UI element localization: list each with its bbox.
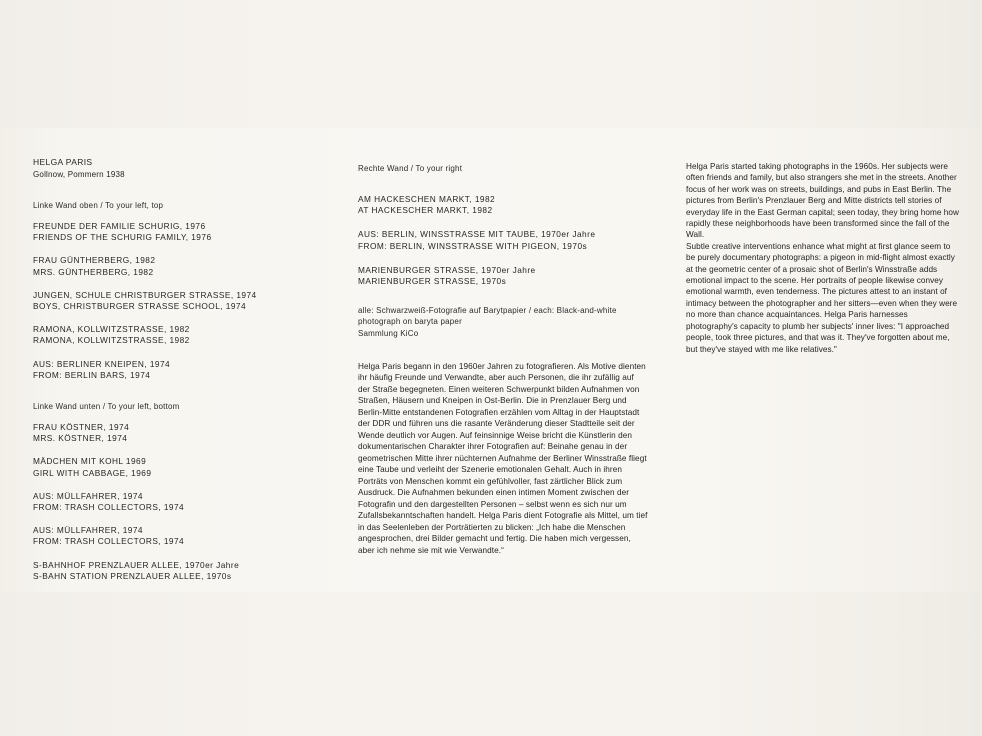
- section-label-left-top: Linke Wand oben / To your left, top: [33, 201, 164, 210]
- list-item: [33, 359, 303, 381]
- left-column: [33, 157, 303, 594]
- artist-birth: Gollnow, Pommern 1938: [33, 169, 125, 179]
- work-title-de: MÄDCHEN MIT KOHL 1969: [33, 456, 147, 467]
- list-item: [358, 265, 648, 287]
- work-title-en: RAMONA, KOLLWITZSTRASSE, 1982: [33, 335, 190, 346]
- english-paragraph-2: Subtle creative interventions enhance what might at first glance seem to be purely documentary photographs: a pigeon in mid-flight almost exactly at the geometric center of a prosaic shot of Berlin's Winsstraße adds emotional impact to the scene. Her portraits of people likewise convey emotional warmth, even tenderness. The pictures attest to an instant of intimacy between the photographer and her sitters—even when they were no more than chance acquaintances. Helga Paris harnesses photography's capacity to plumb her subjects' inner lives: "I approached people, took three pictures, and that was it. They've forgotten about me, but they've stayed with me like relatives.": [686, 241, 958, 354]
- list-item: [33, 491, 303, 513]
- work-title-de: AM HACKESCHEN MARKT, 1982: [358, 194, 496, 204]
- work-title-de: AUS: BERLINER KNEIPEN, 1974: [33, 358, 171, 369]
- work-title-de: FREUNDE DER FAMILIE SCHURIG, 1976: [33, 221, 206, 231]
- work-title-en: GIRL WITH CABBAGE, 1969: [33, 467, 152, 478]
- work-title-de: RAMONA, KOLLWITZSTRASSE, 1982: [33, 324, 190, 335]
- list-item: [33, 456, 303, 478]
- body-text-german: Helga Paris begann in den 1960er Jahren zu fotografieren. Als Motive dienten ihr häufig Freunde und Verwandte, aber auch Personen, die ihr zufällig auf der Straße begegneten. Einen weiteren Schwerpunkt bilden Aufnahmen von Straßen, Häusern und Kneipen in Ost-Berlin. Die in Prenzlauer Berg und Berlin-Mitte entstandenen Fotografien erzählen vom Alltag in der Hauptstadt der DDR und führen uns die rasante Veränderung dieser Stadtteile seit der Wende deutlich vor Augen. Auf feinsinnige Weise bricht die Künstlerin den dokumentarischen Charakter ihrer Fotografien auf: Beinahe genau in der geometrischen Mitte ihrer nüchternen Aufnahme der Berliner Winsstraße fliegt eine Taube und verleiht der Szenerie emotionalen Gehalt. Auch in ihren Porträts von Menschen kommt ein gefühlvoller, fast zärtlicher Blick zum Ausdruck. Die Aufnahmen bekunden einen intimen Moment zwischen der Fotografin und den dargestellten Personen – selbst wenn es sich nur um Zufallsbekanntschaften handelt. Helga Paris dient Fotografie als Mittel, um tief in das Seelenleben der Porträtierten zu blicken: „Ich habe die Menschen angesprochen, drei Bilder gemacht und fertig. Die haben mich vergessen, aber ich nehme sie mit wie Verwandte.“: [358, 361, 648, 555]
- list-item: [33, 324, 303, 346]
- work-title-de: AUS: MÜLLFAHRER, 1974: [33, 490, 143, 501]
- list-item: [33, 525, 303, 547]
- work-title-de: JUNGEN, SCHULE CHRISTBURGER STRASSE, 1974: [33, 289, 257, 300]
- work-title-en: BOYS, CHRISTBURGER STRASSE SCHOOL, 1974: [33, 301, 247, 312]
- list-item: [33, 255, 303, 277]
- work-title-en: FRIENDS OF THE SCHURIG FAMILY, 1976: [33, 232, 212, 243]
- middle-column: [358, 164, 648, 556]
- panel-surface: [0, 128, 982, 592]
- work-title-en: MRS. GÜNTHERBERG, 1982: [33, 266, 154, 277]
- medium-line-2: photograph on baryta paper: [358, 317, 462, 327]
- list-item: [33, 221, 303, 243]
- work-title-en: FROM: TRASH COLLECTORS, 1974: [33, 502, 185, 513]
- list-item: [33, 422, 303, 444]
- work-title-en: FROM: BERLIN, WINSSTRASSE WITH PIGEON, 1970s: [358, 240, 588, 251]
- work-title-en: S-BAHN STATION PRENZLAUER ALLEE, 1970s: [33, 570, 232, 581]
- work-title-en: FROM: BERLIN BARS, 1974: [33, 369, 151, 380]
- work-title-en: AT HACKESCHER MARKT, 1982: [358, 205, 493, 216]
- artist-name: HELGA PARIS: [33, 157, 93, 167]
- list-item: [33, 560, 303, 582]
- medium-credit-note: [358, 305, 648, 339]
- work-title-de: AUS: MÜLLFAHRER, 1974: [33, 525, 143, 536]
- work-title-en: MARIENBURGER STRASSE, 1970s: [358, 276, 507, 287]
- work-title-de: FRAU KÖSTNER, 1974: [33, 422, 130, 433]
- work-title-de: FRAU GÜNTHERBERG, 1982: [33, 255, 156, 266]
- section-label-right-wall: Rechte Wand / To your right: [358, 164, 463, 173]
- medium-line-1: alle: Schwarzweiß-Fotografie auf Barytpapier / each: Black-and-white: [358, 306, 617, 316]
- section-label-left-bottom: Linke Wand unten / To your left, bottom: [33, 402, 180, 412]
- work-title-de: S-BAHNHOF PRENZLAUER ALLEE, 1970er Jahre: [33, 559, 240, 570]
- right-column: [686, 161, 961, 355]
- work-title-de: AUS: BERLIN, WINSSTRASSE MIT TAUBE, 1970er Jahre: [358, 229, 596, 240]
- exhibition-wall-text-panel: [0, 128, 982, 592]
- list-item: [358, 194, 648, 216]
- artist-heading: [33, 157, 303, 180]
- body-text-english: [686, 161, 961, 355]
- list-item: [33, 290, 303, 312]
- collection-credit: Sammlung KiCo: [358, 328, 419, 338]
- work-title-en: FROM: TRASH COLLECTORS, 1974: [33, 536, 185, 547]
- list-item: [358, 229, 648, 251]
- english-paragraph-1: Helga Paris started taking photographs in the 1960s. Her subjects were often friends and family, but also strangers she met in the streets. Another focus of her work was on streets, buildings, and pubs in East Berlin. The pictures from Berlin's Prenzlauer Berg and Mitte districts tell stories of everyday life in the East German capital; seen today, they bring home how rapidly these neighborhoods have been transformed since the fall of the Wall.: [686, 162, 959, 240]
- work-title-en: MRS. KÖSTNER, 1974: [33, 433, 128, 444]
- work-title-de: MARIENBURGER STRASSE, 1970er Jahre: [358, 264, 536, 275]
